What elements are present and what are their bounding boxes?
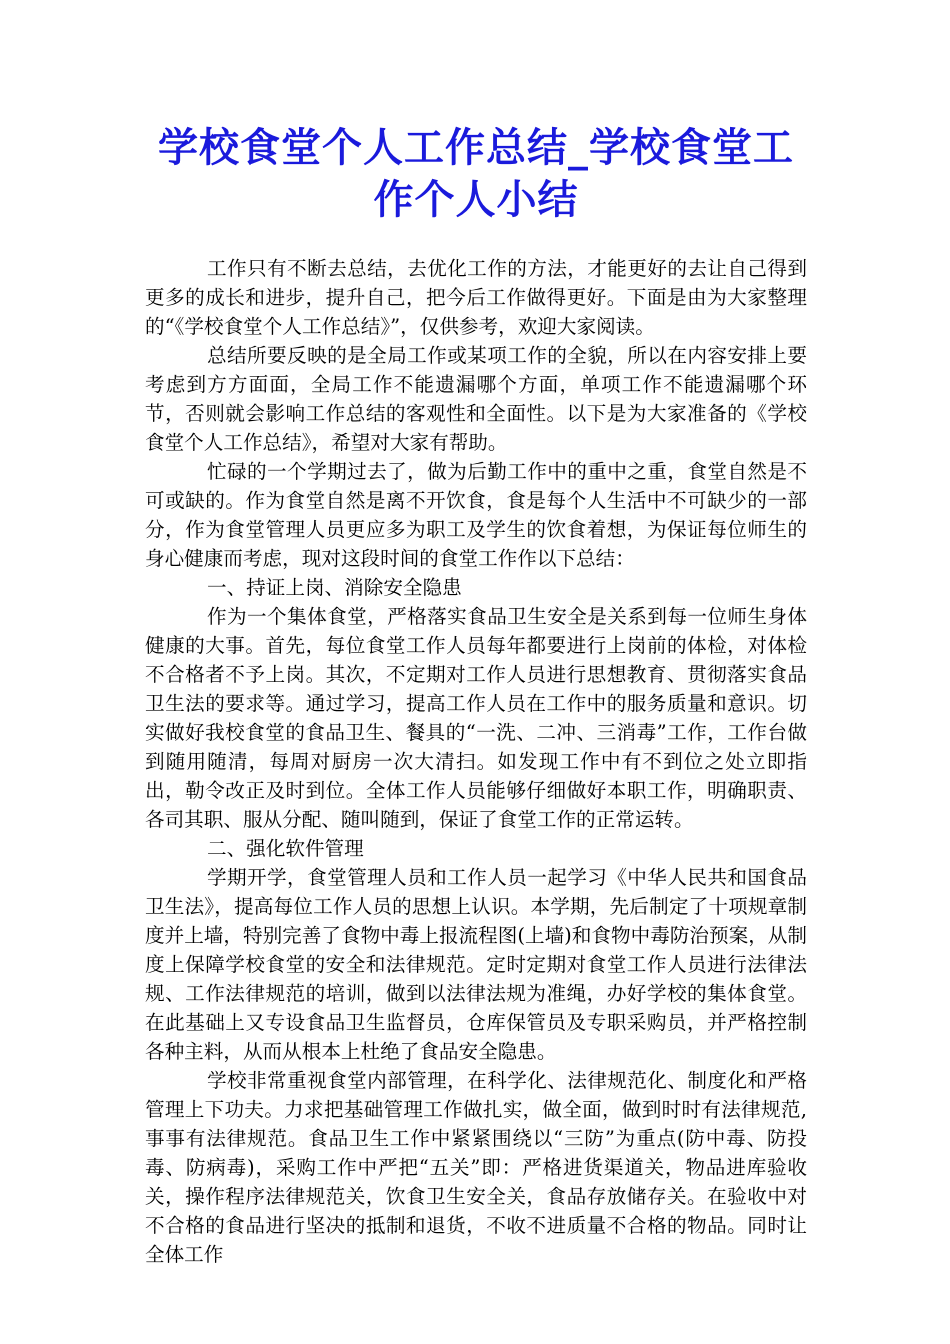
document-page <box>145 122 807 1269</box>
paragraph-semester-overview: 忙碌的一个学期过去了，做为后勤工作中的重中之重，食堂自然是不可或缺的。作为食堂自然是离不开饮食，食是每个人生活中不可缺少的一部分，作为食堂管理人员更应多为职工及学生的饮食着想，为保证每位师生的身心健康而考虑，现对这段时间的食堂工作作以下总结： <box>145 460 807 570</box>
paragraph-food-safety: 作为一个集体食堂，严格落实食品卫生安全是关系到每一位师生身体健康的大事。首先，每位食堂工作人员每年都要进行上岗前的体检，对体检不合格者不予上岗。其次，不定期对工作人员进行思想教育、贯彻落实食品卫生法的要求等。通过学习，提高工作人员在工作中的服务质量和意识。切实做好我校食堂的食品卫生、餐具的“一洗、二冲、三消毒”工作，工作台做到随用随清，每周对厨房一次大清扫。如发现工作中有不到位之处立即指出，勒令改正及时到位。全体工作人员能够仔细做好本职工作，明确职责、各司其职、服从分配、随叫随到，保证了食堂工作的正常运转。 <box>145 605 807 831</box>
paragraph-intro: 工作只有不断去总结，去优化工作的方法，才能更好的去让自己得到更多的成长和进步，提升自己，把今后工作做得更好。下面是由为大家整理的“《学校食堂个人工作总结》”，仅供参考，欢迎大家阅读。 <box>145 257 807 338</box>
section-heading-2: 二、强化软件管理 <box>207 837 364 860</box>
document-body <box>145 254 807 1269</box>
section-heading-1: 一、持证上岗、消除安全隐患 <box>207 576 462 599</box>
paragraph-software-management: 学期开学，食堂管理人员和工作人员一起学习《中华人民共和国食品卫生法》，提高每位工作人员的思想上认识。本学期，先后制定了十项规章制度并上墙，特别完善了食物中毒上报流程图(上墙)和食物中毒防治预案，从制度上保障学校食堂的安全和法律规范。定时定期对食堂工作人员进行法律法规、工作法律规范的培训，做到以法律法规为准绳，办好学校的集体食堂。在此基础上又专设食品卫生监督员，仓库保管员及专职采购员，并严格控制各种主料，从而从根本上杜绝了食品安全隐患。 <box>145 866 807 1063</box>
paragraph-internal-management: 学校非常重视食堂内部管理，在科学化、法律规范化、制度化和严格管理上下功夫。力求把基础管理工作做扎实，做全面，做到时时有法律规范,事事有法律规范。食品卫生工作中紧紧围绕以“三防”为重点(防中毒、防投毒、防病毒)，采购工作中严把“五关”即：严格进货渠道关，物品进库验收关，操作程序法律规范关，饮食卫生安全关，食品存放储存关。在验收中对不合格的食品进行坚决的抵制和退货，不收不进质量不合格的物品。同时让全体工作 <box>145 1069 807 1266</box>
document-title: 学校食堂个人工作总结_学校食堂工作个人小结 <box>158 124 794 223</box>
paragraph-summary-purpose: 总结所要反映的是全局工作或某项工作的全貌，所以在内容安排上要考虑到方方面面，全局工作不能遗漏哪个方面，单项工作不能遗漏哪个环节，否则就会影响工作总结的客观性和全面性。以下是为大家准备的《学校食堂个人工作总结》，希望对大家有帮助。 <box>145 344 807 454</box>
